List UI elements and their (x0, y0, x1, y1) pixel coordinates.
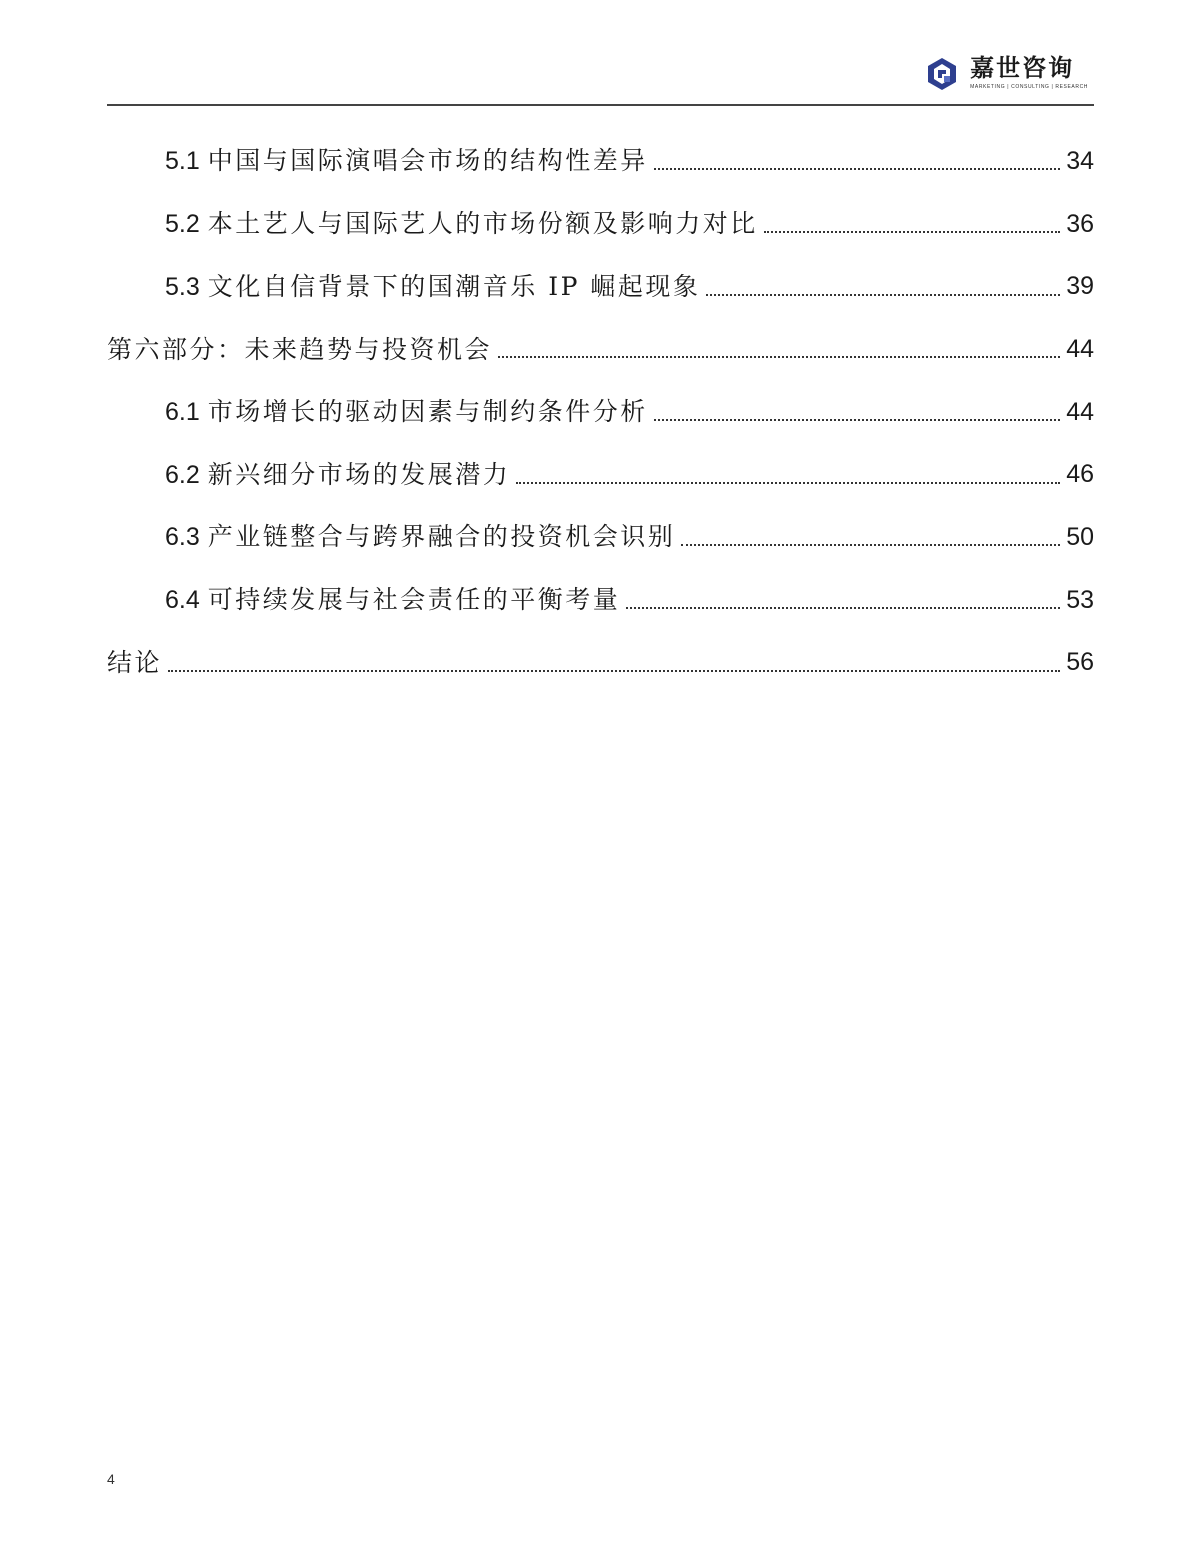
toc-dot-leader (764, 231, 1060, 233)
toc-entry[interactable] (107, 443, 1094, 506)
toc-entry-number: 5.1 (165, 147, 200, 176)
toc-entry-page: 53 (1066, 585, 1094, 614)
header-divider (107, 104, 1094, 106)
toc-entry[interactable] (107, 193, 1094, 256)
toc-entry-text: 新兴细分市场的发展潜力 (207, 459, 511, 489)
toc-entry[interactable] (107, 255, 1094, 318)
toc-entry[interactable] (107, 569, 1094, 632)
page-number: 4 (107, 1471, 115, 1487)
toc-dot-leader (681, 544, 1060, 546)
toc-entry-title (107, 648, 163, 678)
toc-entry[interactable] (107, 318, 1094, 381)
toc-entry-number: 5.2 (165, 210, 200, 239)
company-logo (924, 54, 1088, 94)
toc-dot-leader (516, 482, 1060, 484)
toc-entry-title (107, 334, 493, 364)
table-of-contents (107, 130, 1094, 694)
toc-entry-page: 50 (1066, 522, 1094, 551)
toc-entry-page: 56 (1066, 648, 1094, 677)
toc-entry-page: 39 (1066, 272, 1094, 301)
toc-entry-title (165, 211, 758, 237)
toc-entry-text: 第六部分：未来趋势与投资机会 (107, 334, 493, 364)
toc-dot-leader (498, 356, 1060, 358)
toc-entry-number: 5.3 (165, 272, 200, 301)
toc-entry-text: 中国与国际演唱会市场的结构性差异 (207, 146, 648, 176)
toc-entry-title (165, 148, 648, 174)
toc-entry-text: 产业链整合与跨界融合的投资机会识别 (207, 522, 676, 552)
toc-entry-text: 结论 (107, 648, 163, 678)
toc-entry-number: 6.4 (165, 586, 200, 615)
logo-tagline: MARKETING | CONSULTING | RESEARCH (970, 84, 1088, 90)
toc-entry-number: 6.3 (165, 523, 200, 552)
toc-dot-leader (168, 670, 1060, 672)
toc-entry-title (165, 587, 620, 613)
toc-entry[interactable] (107, 381, 1094, 444)
toc-entry-page: 36 (1066, 209, 1094, 238)
toc-dot-leader (706, 294, 1060, 296)
toc-entry-text: 本土艺人与国际艺人的市场份额及影响力对比 (207, 209, 758, 239)
toc-entry-page: 44 (1066, 397, 1094, 426)
toc-entry-text: 市场增长的驱动因素与制约条件分析 (207, 397, 648, 427)
toc-entry-page: 46 (1066, 460, 1094, 489)
toc-entry[interactable] (107, 130, 1094, 193)
toc-entry[interactable] (107, 506, 1094, 569)
toc-entry-title (165, 271, 701, 301)
toc-entry[interactable] (107, 632, 1094, 695)
toc-entry-title (165, 399, 648, 425)
logo-name: 嘉世咨询 (970, 54, 1075, 82)
toc-dot-leader (654, 168, 1060, 170)
toc-entry-number: 6.1 (165, 398, 200, 427)
toc-dot-leader (626, 607, 1060, 609)
company-logo-icon (924, 56, 960, 92)
toc-entry-page: 34 (1066, 146, 1094, 175)
toc-entry-page: 44 (1066, 334, 1094, 363)
toc-dot-leader (654, 419, 1060, 421)
toc-entry-text: 文化自信背景下的国潮音乐 IP 崛起现象 (207, 271, 701, 301)
toc-entry-number: 6.2 (165, 460, 200, 489)
toc-entry-title (165, 459, 511, 489)
toc-entry-title (165, 524, 675, 550)
toc-entry-text: 可持续发展与社会责任的平衡考量 (207, 585, 621, 615)
page-header (107, 40, 1094, 106)
